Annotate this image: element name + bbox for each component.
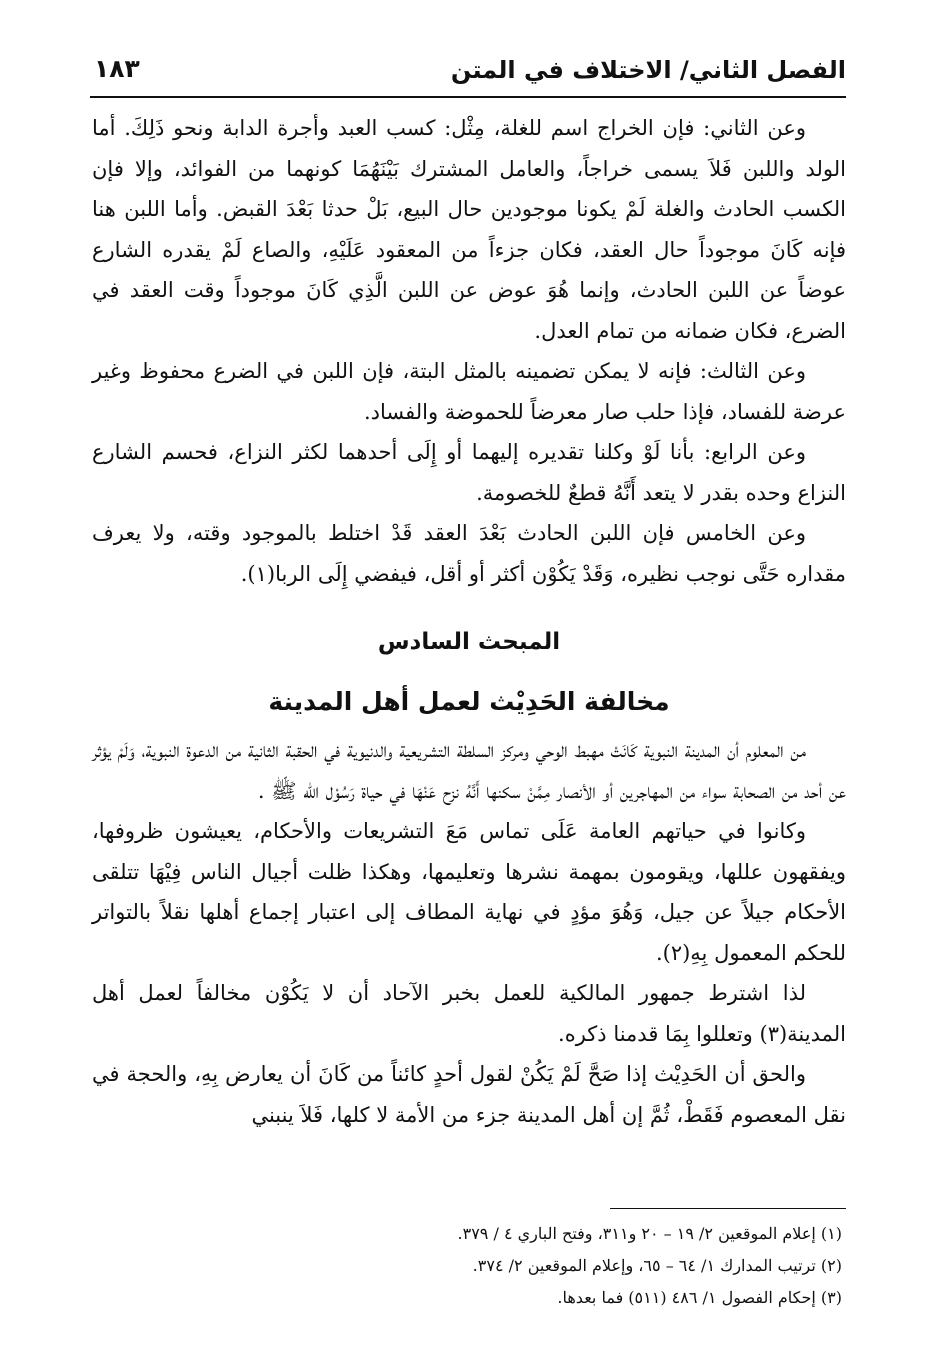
chapter-title: الفصل الثاني/ الاختلاف في المتن [450, 56, 846, 84]
footnote: (٢) ترتيب المدارك ١/ ٦٤ – ٦٥، وإعلام الموقعين ٢/ ٣٧٤. [472, 1256, 842, 1275]
paragraph: لذا اشترط جمهور المالكية للعمل بخبر الآحاد أن لا يَكُوْن مخالفاً لعمل أهل المدينة(٣) وتعللوا بِمَا قدمنا ذكره. [92, 981, 846, 1046]
paragraph: وعن الخامس فإن اللبن الحادث بَعْدَ العقد قَدْ اختلط بالموجود وقته، ولا يعرف مقداره حَتَّى نوجب نظيره، وَقَدْ يَكُوْن أكثر أو أقل، فيفضي إِلَى الربا(١). [92, 521, 846, 586]
main-text [92, 108, 846, 1135]
footnote-divider [610, 1208, 846, 1209]
paragraph: وعن الثالث: فإنه لا يمكن تضمينه بالمثل البتة، فإن اللبن في الضرع محفوظ وغير عرضة للفساد، فإذا حلب صار معرضاً للحموضة والفساد. [92, 359, 846, 424]
section-title: مخالفة الحَدِيْث لعمل أهل المدينة [268, 687, 670, 716]
paragraph: من المعلوم أن المدينة النبوية كَانَتْ مهبط الوحي ومركز السلطة التشريعية والدنيوية في الحقبة الثانية من الدعوة النبوية، وَلَمْ يؤثر عن أحد من الصحابة سواء من المهاجرين أو الأنصار مِمَّنْ سكنها أَنَّهُ نزح عَنْهَا في حياة رَسُوْل الله ﷺ . [92, 738, 846, 803]
footnote: (١) إعلام الموقعين ٢/ ١٩ – ٢٠ و٣١١، وفتح الباري ٤ / ٣٧٩. [457, 1224, 842, 1243]
footnote: (٣) إحكام الفصول ١/ ٤٨٦ (٥١١) فما بعدها. [557, 1288, 842, 1307]
paragraph: والحق أن الحَدِيْث إذا صَحَّ لَمْ يَكُنْ لقول أحدٍ كائناً من كَانَ أن يعارض بِهِ، والحجة في نقل المعصوم فَقَطْ، ثُمَّ إن أهل المدينة جزء من الأمة لا كلها، فَلاَ ينبني [92, 1062, 846, 1127]
section-heading: المبحث السادس [377, 629, 561, 655]
page-number: ١٨٣ [94, 54, 140, 83]
paragraph: وكانوا في حياتهم العامة عَلَى تماس مَعَ التشريعات والأحكام، يعيشون ظروفها، ويفقهون عللها، ويقومون بمهمة نشرها وتعليمها، وهكذا ظلت أجيال الناس فِيْهَا تتلقى الأحكام جيلاً عن جيل، وَهُوَ مؤدٍ في نهاية المطاف إلى اعتبار إجماع أهلها نقلاً بالتواتر للحكم المعمول بِهِ(٢). [92, 819, 846, 965]
running-header [90, 52, 846, 98]
paragraph: وعن الثاني: فإن الخراج اسم للغلة، مِثْل: كسب العبد وأجرة الدابة ونحو ذَلِكَ. أما الولد واللبن فَلاَ يسمى خراجاً، والعامل المشترك بَيْنَهُمَا كونهما من الفوائد، وإلا فإن الكسب الحادث والغلة لَمْ يكونا موجودين حال البيع، بَلْ حدثا بَعْدَ القبض. وأما اللبن هنا فإنه كَانَ موجوداً حال العقد، فكان جزءاً من المعقود عَلَيْهِ، والصاع لَمْ يقدره الشارع عوضاً عن اللبن الحادث، وإنما هُوَ عوض عن اللبن الَّذِي كَانَ موجوداً وقت العقد في الضرع، فكان ضمانه من تمام العدل. [92, 116, 846, 343]
paragraph: وعن الرابع: بأنا لَوْ وكلنا تقديره إليهما أو إِلَى أحدهما لكثر النزاع، فحسم الشارع النزاع وحده بقدر لا يتعد أَنَّهُ قطعٌ للخصومة. [92, 440, 846, 505]
footnotes [92, 1218, 842, 1314]
